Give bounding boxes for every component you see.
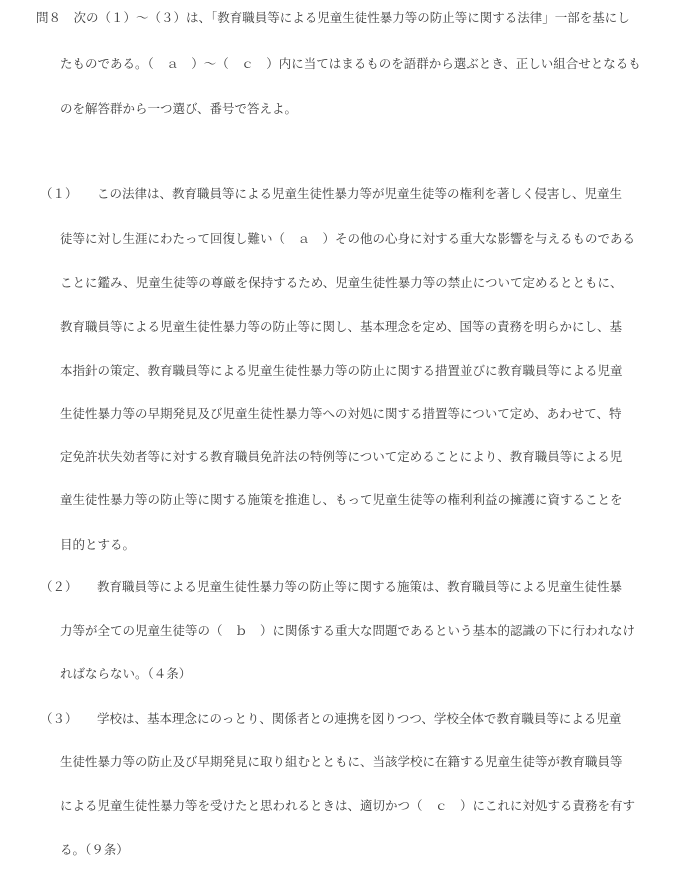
- question-line-2: たものである。（ ａ ）～（ ｃ ）内に当てはまるものを語群から選ぶとき、正しい組合せとなるも: [60, 56, 641, 71]
- item-1-line-7: 定免許状失効者等に対する教育職員免許法の特例等について定めることにより、教育職員等による児: [60, 449, 623, 464]
- item-3-line-2: 生徒性暴力等の防止及び早期発見に取り組むとともに、当該学校に在籍する児童生徒等が教育職員等: [60, 754, 623, 769]
- item-2-line-1: 教育職員等による児童生徒性暴力等の防止等に関する施策は、教育職員等による児童生徒性暴: [97, 579, 623, 594]
- item-1-line-9: 目的とする。: [60, 537, 136, 552]
- item-1-line-8: 童生徒性暴力等の防止等に関する施策を推進し、もって児童生徒等の権利利益の擁護に資することを: [60, 492, 623, 507]
- item-2-line-3: ればならない。（４条）: [60, 666, 192, 681]
- item-2-number: （２）: [40, 579, 78, 594]
- item-3-line-1: 学校は、基本理念にのっとり、関係者との連携を図りつつ、学校全体で教育職員等による児童: [97, 711, 622, 726]
- item-1-line-2: 徒等に対し生涯にわたって回復し難い（ ａ ）その他の心身に対する重大な影響を与えるものである: [60, 231, 636, 246]
- item-1-line-3: ことに鑑み、児童生徒等の尊厳を保持するため、児童生徒性暴力等の禁止について定めるとともに、: [60, 275, 623, 290]
- item-3-number: （３）: [40, 711, 78, 726]
- item-1-line-4: 教育職員等による児童生徒性暴力等の防止等に関し、基本理念を定め、国等の責務を明らかにし、基: [60, 319, 623, 334]
- item-1-line-5: 本指針の策定、教育職員等による児童生徒性暴力等の防止に関する措置並びに教育職員等による児童: [60, 363, 623, 378]
- question-line-3: のを解答群から一つ選び、番号で答えよ。: [60, 101, 298, 116]
- question-first-line: [36, 10, 630, 26]
- item-1-number: （１）: [40, 186, 78, 201]
- item-1-line-6: 生徒性暴力等の早期発見及び児童生徒性暴力等への対処に関する措置等について定め、あわせて、特: [60, 406, 622, 421]
- item-2-line-2: 力等が全ての児童生徒等の（ ｂ ）に関係する重大な問題であるという基本的認識の下に行われなけ: [60, 623, 636, 638]
- question-number: 問８: [36, 10, 62, 25]
- question-line-1: 次の（１）～（３）は、「教育職員等による児童生徒性暴力等の防止等に関する法律」一部を基にし: [73, 10, 630, 25]
- item-3-line-4: る。（９条）: [60, 842, 129, 857]
- item-3-line-3: による児童生徒性暴力等を受けたと思われるときは、適切かつ（ ｃ ）にこれに対処する責務を有す: [60, 798, 636, 813]
- item-1-line-1: この法律は、教育職員等による児童生徒性暴力等が児童生徒等の権利を著しく侵害し、児童生: [97, 186, 623, 201]
